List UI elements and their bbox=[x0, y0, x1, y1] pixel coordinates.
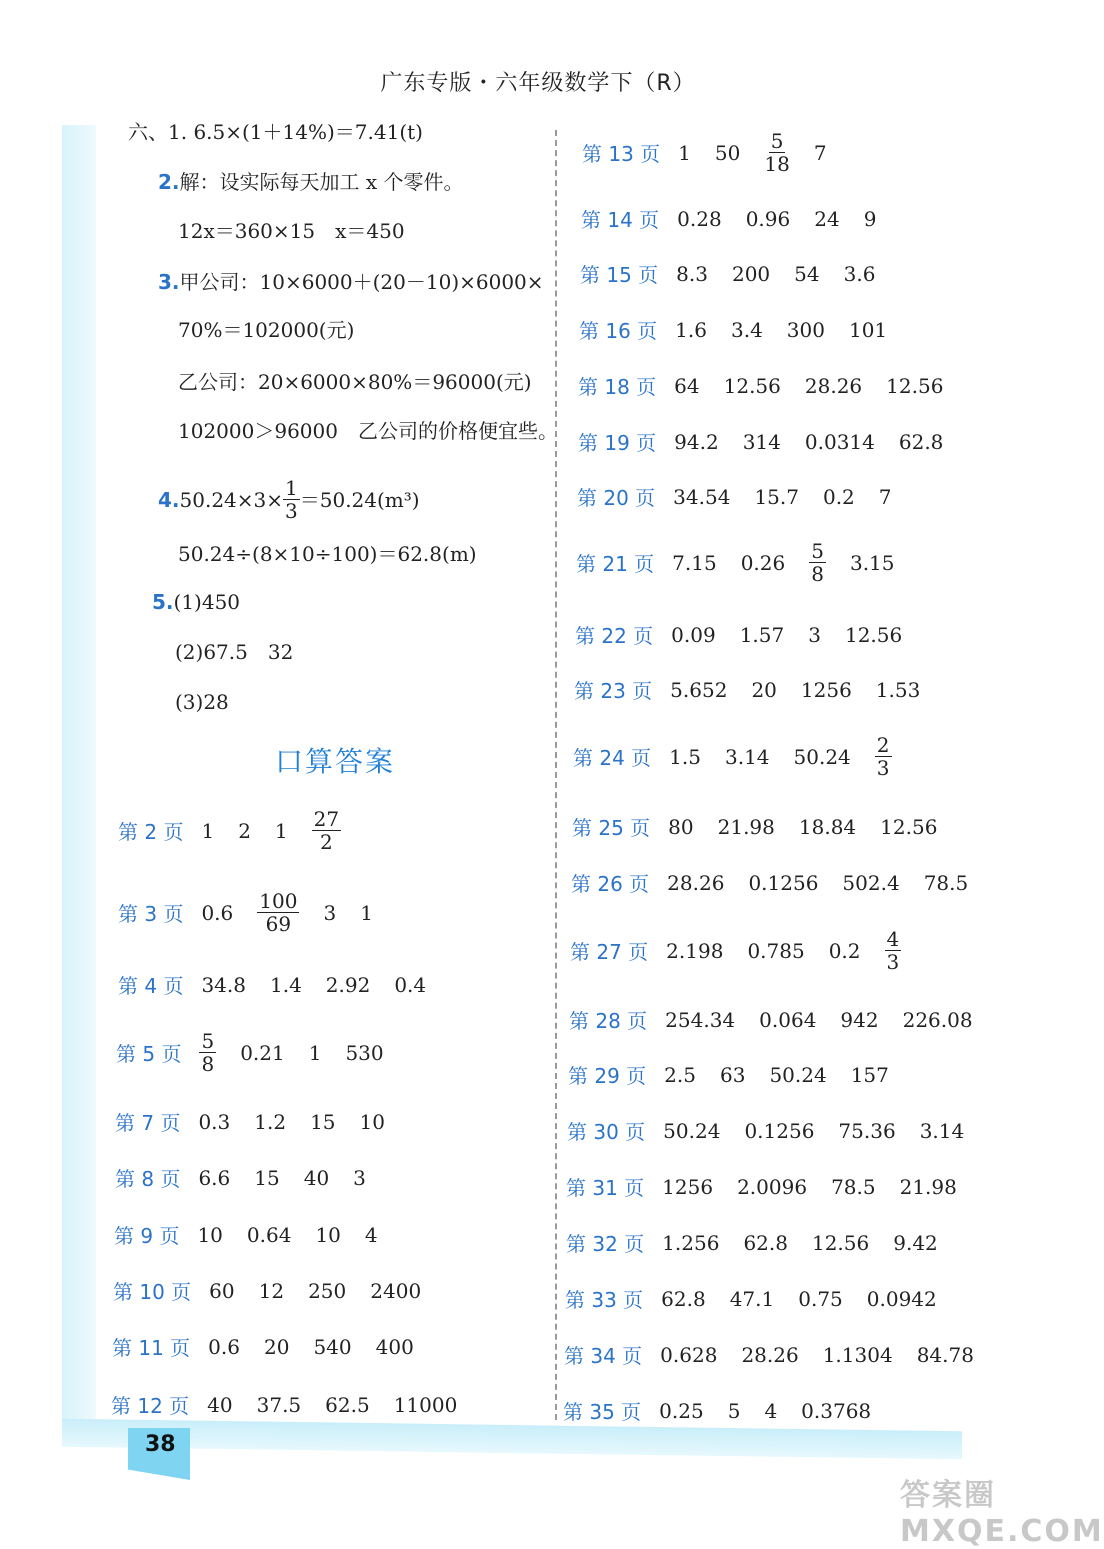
answer-value: 0.6 bbox=[201, 900, 234, 925]
answer-value: 0.628 bbox=[660, 1342, 718, 1367]
answer-row bbox=[116, 1030, 408, 1075]
numerator: 5 bbox=[811, 539, 824, 563]
answer-value: 62.8 bbox=[661, 1286, 706, 1311]
answer-value: 64 bbox=[674, 373, 700, 398]
answer-value: 10 bbox=[197, 1222, 223, 1247]
answer-value: 15 bbox=[310, 1109, 336, 1134]
fraction bbox=[199, 1030, 216, 1075]
answer-value: 3 bbox=[353, 1165, 366, 1190]
answer-value: 314 bbox=[742, 429, 781, 454]
answer-value: 50.24 bbox=[769, 1062, 827, 1087]
answer-value: 15 bbox=[254, 1165, 280, 1190]
answer-value: 10 bbox=[315, 1222, 341, 1247]
answer-value: 3 bbox=[323, 900, 337, 925]
left-decoration-strip bbox=[62, 125, 96, 1435]
fraction bbox=[283, 477, 300, 522]
answer-value: 200 bbox=[731, 261, 771, 286]
numerator: 5 bbox=[770, 129, 784, 153]
answer-value: 84.78 bbox=[916, 1342, 974, 1367]
answer-value: 101 bbox=[848, 317, 888, 342]
numerator: 100 bbox=[259, 889, 298, 913]
answer-line-6: 乙公司：20×6000×80%＝96000(元) bbox=[178, 370, 532, 394]
answer-value: 62.5 bbox=[325, 1392, 370, 1417]
numerator: 1 bbox=[285, 476, 298, 500]
answer-value: 20 bbox=[751, 677, 777, 702]
answer-row bbox=[570, 928, 925, 973]
answer-row bbox=[577, 482, 916, 511]
answer-value: 28.26 bbox=[667, 870, 725, 895]
fraction bbox=[312, 808, 341, 853]
answer-value: 226.08 bbox=[902, 1007, 973, 1032]
page-label: 第 22 页 bbox=[575, 624, 654, 648]
page-label: 第 21 页 bbox=[576, 552, 655, 576]
answer-value: 0.2 bbox=[828, 938, 861, 963]
answer-line-4 bbox=[158, 268, 544, 296]
answer-value: 3.14 bbox=[724, 744, 770, 769]
answer-value: 20 bbox=[263, 1334, 290, 1359]
answer-row bbox=[575, 620, 926, 649]
answer-value: 6.6 bbox=[198, 1165, 231, 1190]
answer-value: 942 bbox=[840, 1007, 879, 1032]
answer-value: 1 bbox=[308, 1040, 322, 1065]
page-label: 第 12 页 bbox=[111, 1394, 190, 1418]
answer-line-12: (3)28 bbox=[175, 690, 229, 714]
answer-value: 3.14 bbox=[919, 1118, 965, 1143]
answer-value: 1 bbox=[360, 900, 373, 925]
answer-value: 28.26 bbox=[804, 373, 863, 398]
answer-value: 50.24 bbox=[663, 1118, 721, 1143]
fraction bbox=[875, 734, 892, 779]
answer-value: 28.26 bbox=[741, 1342, 799, 1367]
answer-value: 1.5 bbox=[669, 744, 701, 769]
answer-value: 12.56 bbox=[723, 373, 781, 398]
answer-row bbox=[565, 1284, 961, 1313]
fraction bbox=[257, 890, 299, 935]
answer-value: 3.6 bbox=[843, 261, 876, 286]
answer-value: 2 bbox=[238, 818, 251, 843]
page-label: 第 27 页 bbox=[570, 940, 649, 964]
answer-line-5: 70%＝102000(元) bbox=[178, 318, 355, 342]
answer-value: 8.3 bbox=[676, 261, 708, 286]
answer-value: 0.96 bbox=[745, 206, 791, 231]
answer-value: 7 bbox=[813, 140, 827, 165]
page-label: 第 4 页 bbox=[118, 974, 184, 998]
item-number: 4. bbox=[158, 487, 180, 512]
answer-row bbox=[118, 808, 365, 853]
answer-value: 1.57 bbox=[739, 622, 785, 647]
answer-value: 1.1304 bbox=[822, 1342, 893, 1367]
denominator: 2 bbox=[320, 830, 333, 854]
answer-value: 0.21 bbox=[240, 1040, 285, 1065]
page-header: 广东专版・六年级数学下（R） bbox=[380, 71, 696, 96]
answer-value: 12.56 bbox=[880, 814, 938, 839]
answer-value: 540 bbox=[313, 1334, 352, 1359]
answer-value: 0.064 bbox=[759, 1007, 817, 1032]
answer-value: 21.98 bbox=[717, 814, 775, 839]
answer-value: 502.4 bbox=[842, 870, 900, 895]
answer-value: 2.92 bbox=[325, 972, 371, 997]
page-label: 第 33 页 bbox=[565, 1288, 644, 1312]
answer-row bbox=[118, 970, 450, 999]
denominator: 18 bbox=[764, 152, 790, 176]
answer-value: 0.1256 bbox=[748, 870, 819, 895]
answer-line-7: 102000＞96000 乙公司的价格便宜些。 bbox=[178, 419, 558, 443]
answer-text: (1)450 bbox=[173, 590, 241, 614]
page-label: 第 30 页 bbox=[567, 1120, 646, 1144]
answer-text: 甲公司：10×6000＋(20－10)×6000× bbox=[179, 270, 544, 294]
page-label: 第 26 页 bbox=[571, 872, 650, 896]
answer-row bbox=[576, 540, 919, 585]
answer-value: 1.6 bbox=[675, 317, 707, 342]
denominator: 8 bbox=[201, 1052, 215, 1076]
answer-text: ＝50.24(m³) bbox=[299, 487, 420, 512]
denominator: 3 bbox=[285, 499, 298, 523]
fraction bbox=[809, 540, 826, 585]
answer-value: 94.2 bbox=[674, 429, 719, 454]
answer-row bbox=[580, 259, 899, 288]
answer-value: 40 bbox=[207, 1392, 233, 1417]
answer-value: 0.09 bbox=[671, 622, 716, 647]
answer-value: 1.2 bbox=[254, 1109, 287, 1134]
answer-row bbox=[572, 812, 961, 841]
page-label: 第 35 页 bbox=[563, 1400, 642, 1424]
answer-value: 0.6 bbox=[208, 1334, 240, 1359]
answer-row bbox=[581, 204, 900, 233]
answer-value: 530 bbox=[345, 1040, 384, 1065]
answer-value: 9.42 bbox=[893, 1230, 938, 1255]
answer-value: 0.28 bbox=[677, 206, 722, 231]
answer-value: 7.15 bbox=[672, 550, 717, 575]
answer-value: 2.5 bbox=[664, 1062, 696, 1087]
page-label: 第 7 页 bbox=[115, 1111, 181, 1135]
answer-value: 300 bbox=[786, 317, 825, 342]
answer-value: 63 bbox=[719, 1062, 746, 1087]
page-label: 第 16 页 bbox=[579, 319, 658, 343]
page-number: 38 bbox=[145, 1432, 176, 1457]
answer-value: 50.24 bbox=[793, 744, 851, 769]
answer-row bbox=[563, 1396, 895, 1425]
section-title: 口算答案 bbox=[275, 745, 396, 778]
answer-value: 34.54 bbox=[673, 484, 731, 509]
answer-value: 0.26 bbox=[740, 550, 786, 575]
denominator: 3 bbox=[876, 756, 890, 780]
answer-row bbox=[567, 1116, 988, 1145]
answer-row bbox=[564, 1340, 998, 1369]
answer-value: 157 bbox=[850, 1062, 889, 1087]
page-label: 第 23 页 bbox=[574, 679, 653, 703]
answer-value: 0.25 bbox=[659, 1398, 704, 1423]
answer-value: 2400 bbox=[370, 1278, 422, 1303]
answer-value: 37.5 bbox=[256, 1392, 302, 1417]
answer-value: 62.8 bbox=[743, 1230, 788, 1255]
answer-value: 3.15 bbox=[849, 550, 895, 575]
fraction bbox=[885, 928, 902, 973]
item-number: 2. bbox=[158, 170, 180, 194]
page-label: 第 9 页 bbox=[114, 1224, 180, 1248]
answer-value: 34.8 bbox=[201, 972, 246, 997]
answer-value: 78.5 bbox=[831, 1174, 876, 1199]
page-label: 第 2 页 bbox=[118, 820, 184, 844]
answer-value: 1256 bbox=[662, 1174, 714, 1199]
answer-value: 4 bbox=[764, 1398, 778, 1423]
answer-row bbox=[113, 1276, 445, 1305]
numerator: 27 bbox=[313, 807, 340, 831]
answer-value: 1 bbox=[201, 818, 215, 843]
answer-row bbox=[566, 1228, 962, 1257]
denominator: 8 bbox=[811, 562, 824, 586]
answer-value: 0.4 bbox=[394, 972, 427, 997]
answer-row bbox=[118, 890, 397, 935]
page-label: 第 31 页 bbox=[566, 1176, 645, 1200]
answer-value: 2.0096 bbox=[737, 1174, 808, 1199]
answer-value: 24 bbox=[814, 206, 840, 231]
answer-line-3: 12x＝360×15 x＝450 bbox=[178, 219, 405, 243]
answer-line-8 bbox=[158, 477, 420, 522]
page-label: 第 25 页 bbox=[572, 816, 651, 840]
answer-value: 400 bbox=[375, 1334, 414, 1359]
answer-value: 3 bbox=[808, 622, 821, 647]
answer-value: 12.56 bbox=[886, 373, 944, 398]
answer-line-9: 50.24÷(8×10÷100)＝62.8(m) bbox=[178, 542, 477, 566]
answer-value: 47.1 bbox=[729, 1286, 775, 1311]
page-label: 第 13 页 bbox=[582, 142, 661, 166]
page-label: 第 20 页 bbox=[577, 486, 656, 510]
answer-value: 60 bbox=[209, 1278, 235, 1303]
answer-value: 18.84 bbox=[798, 814, 857, 839]
answer-value: 0.0942 bbox=[866, 1286, 937, 1311]
answer-value: 254.34 bbox=[665, 1007, 736, 1032]
answer-value: 4 bbox=[364, 1222, 378, 1247]
answer-row bbox=[574, 675, 944, 704]
answer-value: 1.256 bbox=[662, 1230, 720, 1255]
answer-value: 11000 bbox=[393, 1392, 458, 1417]
answer-value: 62.8 bbox=[898, 429, 944, 454]
answer-value: 12.56 bbox=[811, 1230, 870, 1255]
answer-row bbox=[112, 1332, 438, 1361]
answer-row bbox=[579, 315, 911, 344]
answer-value: 2.198 bbox=[666, 938, 724, 963]
page-label: 第 24 页 bbox=[573, 746, 652, 770]
answer-value: 1 bbox=[678, 140, 691, 165]
numerator: 4 bbox=[886, 927, 900, 951]
page-label: 第 19 页 bbox=[578, 431, 657, 455]
answer-line-10 bbox=[152, 588, 240, 616]
answer-row bbox=[115, 1163, 390, 1192]
page-label: 第 29 页 bbox=[568, 1064, 647, 1088]
answer-value: 0.0314 bbox=[804, 429, 875, 454]
answer-value: 12.56 bbox=[844, 622, 903, 647]
page-label: 第 5 页 bbox=[116, 1042, 182, 1066]
answer-value: 80 bbox=[668, 814, 694, 839]
answer-value: 1.53 bbox=[875, 677, 921, 702]
page-label: 第 8 页 bbox=[115, 1167, 181, 1191]
answer-row bbox=[566, 1172, 981, 1201]
answer-text: 解：设实际每天加工 x 个零件。 bbox=[179, 170, 464, 194]
answer-value: 250 bbox=[308, 1278, 347, 1303]
answer-value: 0.1256 bbox=[744, 1118, 815, 1143]
answer-row bbox=[114, 1220, 402, 1249]
denominator: 3 bbox=[886, 950, 900, 974]
answer-value: 50 bbox=[714, 140, 741, 165]
page-label: 第 14 页 bbox=[581, 208, 660, 232]
item-number: 5. bbox=[152, 590, 174, 614]
answer-line-2 bbox=[158, 168, 464, 196]
answer-value: 0.64 bbox=[246, 1222, 292, 1247]
answer-row bbox=[111, 1390, 481, 1419]
answer-value: 78.5 bbox=[923, 870, 969, 895]
numerator: 2 bbox=[876, 733, 890, 757]
answer-value: 0.2 bbox=[822, 484, 855, 509]
numerator: 5 bbox=[201, 1029, 215, 1053]
answer-value: 5 bbox=[727, 1398, 741, 1423]
answer-row bbox=[571, 868, 992, 897]
answer-line-11: (2)67.5 32 bbox=[175, 640, 294, 664]
answer-value: 0.785 bbox=[747, 938, 805, 963]
page-label: 第 18 页 bbox=[578, 375, 657, 399]
answer-row bbox=[578, 371, 967, 400]
denominator: 69 bbox=[265, 912, 292, 936]
answer-value: 75.36 bbox=[838, 1118, 896, 1143]
answer-value: 0.3768 bbox=[801, 1398, 872, 1423]
answer-value: 9 bbox=[863, 206, 877, 231]
answer-value: 1.4 bbox=[269, 972, 302, 997]
answer-value: 5.652 bbox=[670, 677, 728, 702]
page-label: 第 28 页 bbox=[569, 1009, 648, 1033]
answer-value: 10 bbox=[359, 1109, 385, 1134]
answer-row bbox=[582, 130, 851, 175]
answer-row bbox=[578, 427, 967, 456]
page-label: 第 11 页 bbox=[112, 1336, 191, 1360]
answer-value: 1256 bbox=[800, 677, 852, 702]
answer-row bbox=[573, 734, 916, 779]
page-label: 第 15 页 bbox=[580, 263, 659, 287]
item-number: 3. bbox=[158, 270, 180, 294]
answer-value: 40 bbox=[303, 1165, 330, 1190]
answer-row bbox=[115, 1107, 409, 1136]
page-label: 第 10 页 bbox=[113, 1280, 192, 1304]
answer-value: 21.98 bbox=[899, 1174, 957, 1199]
answer-value: 3.4 bbox=[730, 317, 763, 342]
page-label: 第 3 页 bbox=[118, 902, 184, 926]
answer-value: 15.7 bbox=[754, 484, 799, 509]
watermark-logo: 答案圈 MXQE.COM bbox=[900, 1478, 1104, 1549]
answer-value: 7 bbox=[878, 484, 892, 509]
answer-row bbox=[569, 1005, 997, 1034]
answer-line-1: 六、1. 6.5×(1＋14%)＝7.41(t) bbox=[128, 120, 423, 144]
answer-value: 0.3 bbox=[198, 1109, 231, 1134]
answer-value: 12 bbox=[258, 1278, 285, 1303]
answer-text: 50.24×3× bbox=[179, 487, 284, 512]
answer-value: 0.75 bbox=[798, 1286, 843, 1311]
page-label: 第 34 页 bbox=[564, 1344, 643, 1368]
fraction bbox=[764, 130, 789, 175]
answer-value: 1 bbox=[274, 818, 288, 843]
column-divider bbox=[555, 130, 557, 1420]
page-label: 第 32 页 bbox=[566, 1232, 645, 1256]
answer-value: 54 bbox=[794, 261, 820, 286]
answer-row bbox=[568, 1060, 913, 1089]
